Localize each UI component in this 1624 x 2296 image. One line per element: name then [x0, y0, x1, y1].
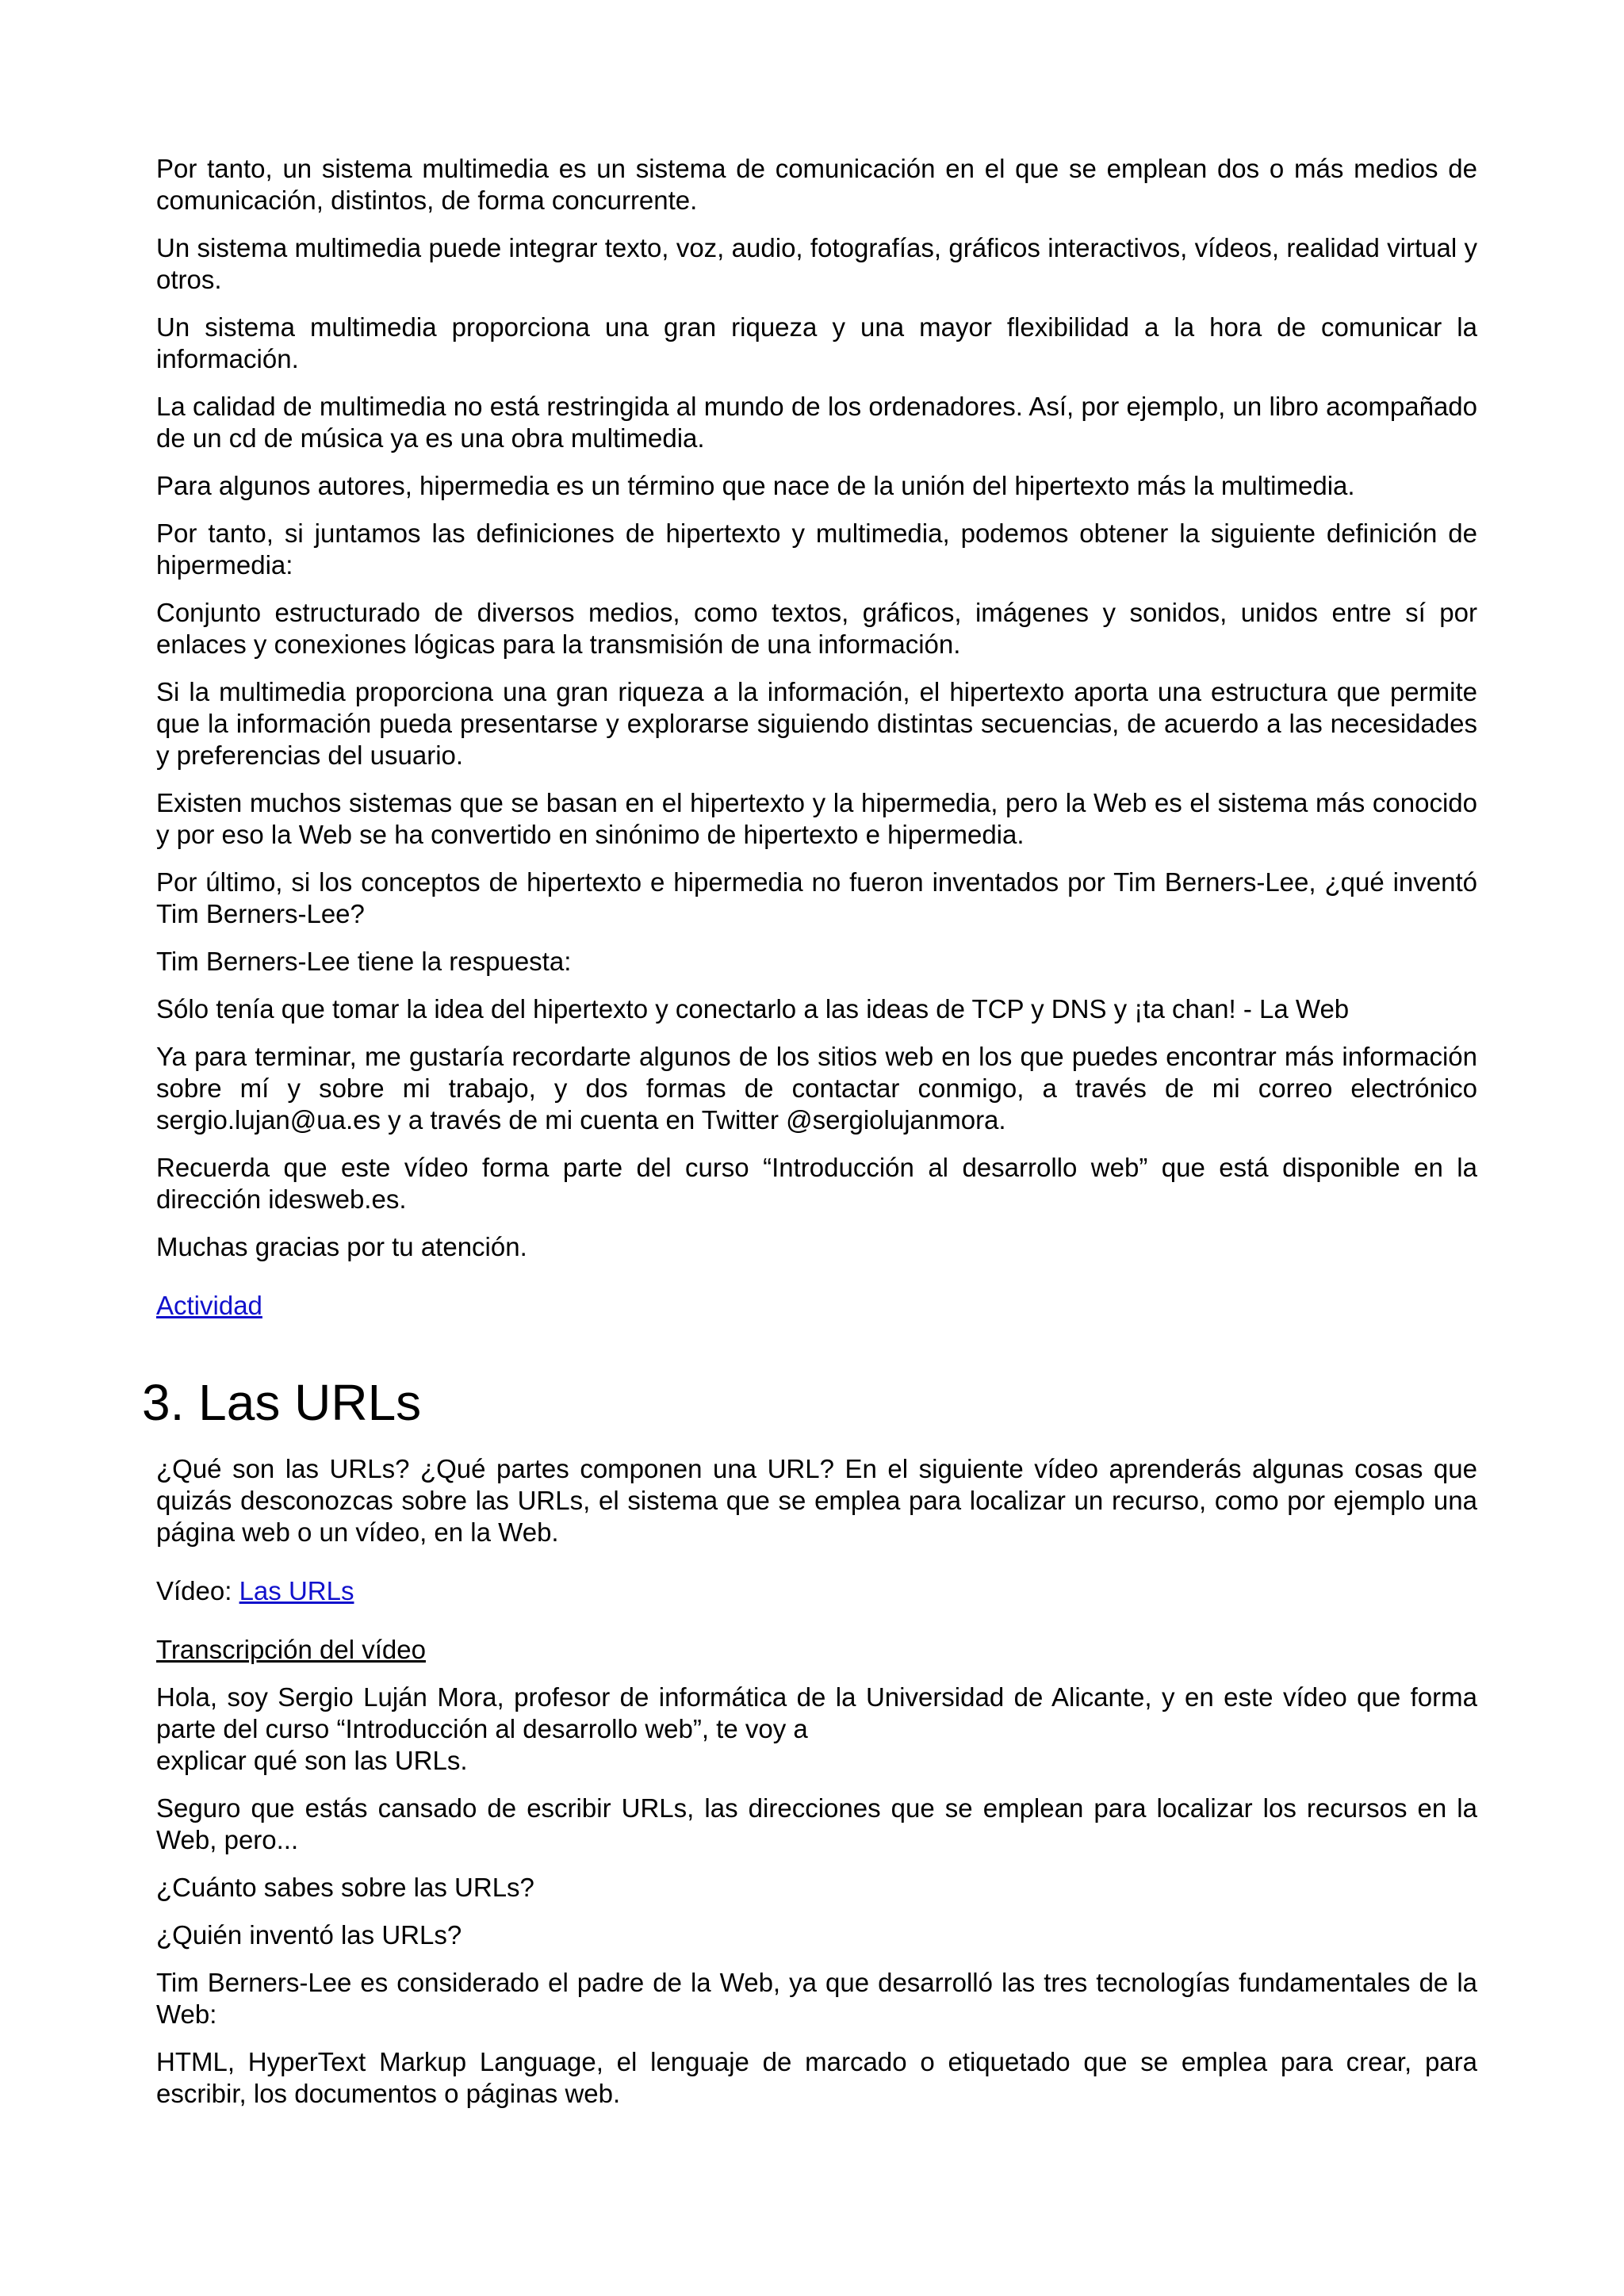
paragraph: Ya para terminar, me gustaría recordarte algunos de los sitios web en los que puedes encontrar más información sobre mí y sobre mi trabajo, y dos formas de contactar conmigo, a través de mi correo electrónico sergio.lujan@ua.es y a través de mi cuenta en Twitter @sergiolujanmora.: [156, 1042, 1477, 1135]
transcript-label-line: [156, 1634, 1477, 1666]
transcript-paragraph: ¿Cuánto sabes sobre las URLs?: [156, 1873, 534, 1902]
transcript-second-line: explicar qué son las URLs.: [156, 1746, 468, 1775]
activity-paragraph: [156, 1290, 1477, 1322]
video-label: Vídeo:: [156, 1576, 239, 1605]
transcript-paragraph: Tim Berners-Lee es considerado el padre de la Web, ya que desarrolló las tres tecnologías fundamentales de la Web:: [156, 1968, 1477, 2029]
video-link[interactable]: Las URLs: [239, 1576, 354, 1605]
video-line: [156, 1575, 1477, 1607]
paragraph: Por último, si los conceptos de hipertexto e hipermedia no fueron inventados por Tim Berners-Lee, ¿qué inventó Tim Berners-Lee?: [156, 867, 1477, 928]
section-intro: ¿Qué son las URLs? ¿Qué partes componen una URL? En el siguiente vídeo aprenderás algunas cosas que quizás desconozcas sobre las URLs, el sistema que se emplea para localizar un recurso, como por ejemplo una página web o un vídeo, en la Web.: [156, 1454, 1477, 1547]
section-heading: 3. Las URLs: [142, 1374, 422, 1431]
paragraph: Un sistema multimedia proporciona una gran riqueza y una mayor flexibilidad a la hora de comunicar la información.: [156, 312, 1477, 373]
paragraph: Un sistema multimedia puede integrar texto, voz, audio, fotografías, gráficos interactivos, vídeos, realidad virtual y otros.: [156, 233, 1477, 294]
paragraph: Tim Berners-Lee tiene la respuesta:: [156, 947, 572, 976]
document-page: [142, 153, 1477, 2126]
paragraph: Por tanto, si juntamos las definiciones de hipertexto y multimedia, podemos obtener la siguiente definición de hipermedia:: [156, 519, 1477, 580]
paragraph: Para algunos autores, hipermedia es un término que nace de la unión del hipertexto más la multimedia.: [156, 471, 1355, 500]
transcript-first-paragraph: [156, 1682, 1477, 1777]
transcript-paragraph: ¿Quién inventó las URLs?: [156, 1920, 462, 1950]
transcript-paragraph: HTML, HyperText Markup Language, el lenguaje de marcado o etiquetado que se emplea para crear, para escribir, los documentos o páginas web.: [156, 2047, 1477, 2108]
paragraph: Recuerda que este vídeo forma parte del curso “Introducción al desarrollo web” que está disponible en la dirección idesweb.es.: [156, 1153, 1477, 1214]
paragraph: Por tanto, un sistema multimedia es un sistema de comunicación en el que se emplean dos o más medios de comunicación, distintos, de forma concurrente.: [156, 154, 1477, 215]
transcript-paragraph: Seguro que estás cansado de escribir URLs, las direcciones que se emplean para localizar los recursos en la Web, pero...: [156, 1793, 1477, 1854]
activity-link[interactable]: Actividad: [156, 1291, 262, 1320]
paragraph: Muchas gracias por tu atención.: [156, 1232, 527, 1261]
paragraph: Sólo tenía que tomar la idea del hipertexto y conectarlo a las ideas de TCP y DNS y ¡ta chan! - La Web: [156, 994, 1350, 1024]
paragraph: Conjunto estructurado de diversos medios, como textos, gráficos, imágenes y sonidos, unidos entre sí por enlaces y conexiones lógicas para la transmisión de una información.: [156, 598, 1477, 659]
paragraph: Existen muchos sistemas que se basan en el hipertexto y la hipermedia, pero la Web es el sistema más conocido y por eso la Web se ha convertido en sinónimo de hipertexto e hipermedia.: [156, 788, 1477, 849]
transcript-label: Transcripción del vídeo: [156, 1635, 426, 1664]
transcript-first-line: Hola, soy Sergio Luján Mora, profesor de informática de la Universidad de Alicante, y en este vídeo que forma parte del curso “Introducción al desarrollo web”, te voy a: [156, 1682, 1477, 1743]
paragraph: La calidad de multimedia no está restringida al mundo de los ordenadores. Así, por ejemplo, un libro acompañado de un cd de música ya es una obra multimedia.: [156, 392, 1477, 453]
paragraph: Si la multimedia proporciona una gran riqueza a la información, el hipertexto aporta una estructura que permite que la información pueda presentarse y explorarse siguiendo distintas secuencias, de acuerdo a las necesidades y preferencias del usuario.: [156, 677, 1477, 770]
